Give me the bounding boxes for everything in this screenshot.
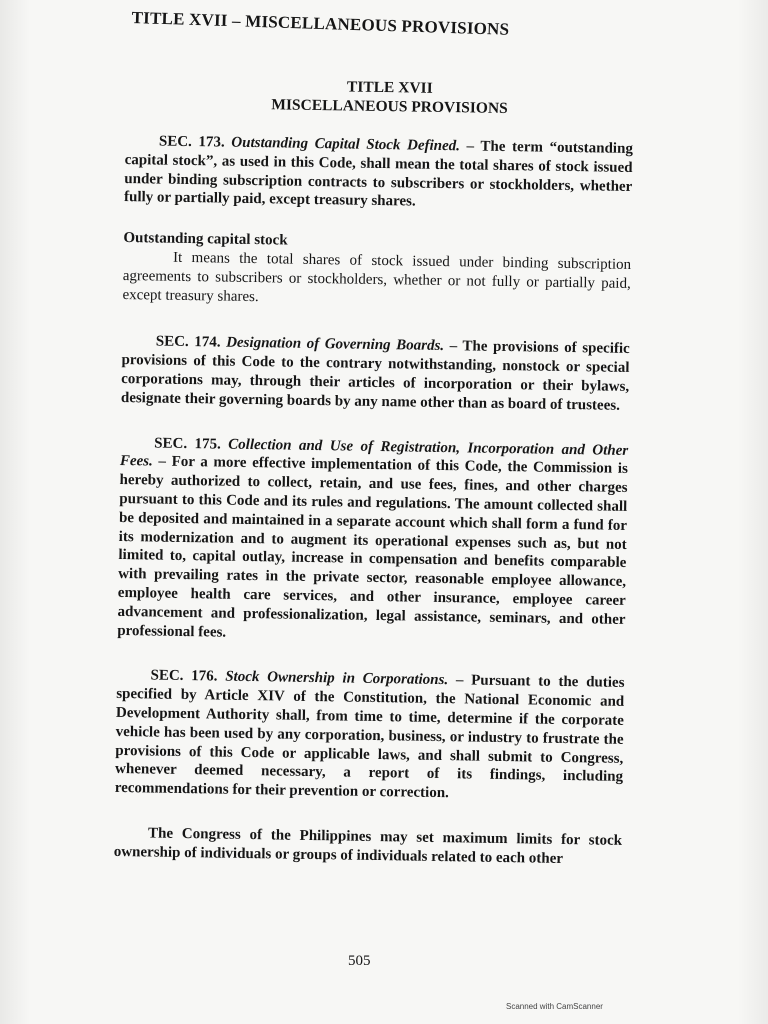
section-title: Designation of Governing Boards. [226, 334, 445, 355]
section-title: Outstanding Capital Stock Defined. [231, 134, 461, 155]
section-175 [117, 434, 628, 649]
definition-body: It means the total shares of stock issued under binding subscription agreements to subscribers or stockholders, whether or not fully or partially paid, except treasury shares. [122, 249, 632, 305]
section-number: SEC. 173. [158, 133, 225, 151]
section-title: Collection and Use of Registration, Incorporation and Other Fees. [119, 436, 629, 470]
section-number: SEC. 176. [150, 667, 218, 685]
section-body: – Pursuant to the duties specified by Article XIV of the Constitution, the National Economic and Development Authority shall, from time to time, determine if the corporate vehicle has been used by any corporation, business, or industry to frustrate the provisions of this Code or applicable laws, and shall submit to Congress, whenever deemed necessary, a report of its findings, including recommendations for their prevention or correction. [114, 672, 625, 802]
page-content [114, 74, 634, 869]
closing-paragraph: The Congress of the Philippines may set maximum limits for stock ownership of individuals or groups of individuals related to each other [113, 825, 623, 867]
page-edge-shadow-left [0, 0, 30, 1024]
section-173 [124, 132, 633, 215]
page-edge-shadow-right [738, 0, 768, 1024]
title-number: TITLE XVII [346, 78, 433, 97]
section-body: – The term “outstanding capital stock”, as used in this Code, shall mean the total shares of stock issued under binding subscription contracts to subscribers or stockholders, whether fully or partially paid, except treasury shares. [123, 138, 634, 210]
scanner-watermark: Scanned with CamScanner [506, 1002, 603, 1011]
page-number: 505 [348, 953, 371, 969]
section-number: SEC. 175. [154, 435, 221, 453]
definition-term: Outstanding capital stock [123, 230, 288, 249]
section-title: Stock Ownership in Corporations. [225, 668, 449, 689]
section-176 [115, 666, 625, 806]
title-block [145, 74, 634, 120]
section-body: – The provisions of specific provisions of this Code to the contrary notwithstanding, nonstock or special corporations may, through their articles of incorporation or their bylaws, designate their governing boards by any name other than as board of trustees. [120, 338, 630, 414]
section-body: – For a more effective implementation of this Code, the Commission is hereby authorized to collect, retain, and use fees, fines, and other charges pursuant to this Code and its rules and regulations. The amount collected shall be deposited and maintained in a separate account which shall form a fund for its modernization and to augment its operational expenses such as, but not limited to, capital outlay, increase in compensation and benefits comparable with prevailing rates in the private sector, reasonable employee allowance, employee health care services, and other insurance, employee career advancement and professionalization, legal assistance, seminars, and other professional fees. [117, 453, 628, 641]
running-header: TITLE XVII – MISCELLANEOUS PROVISIONS [131, 8, 510, 39]
section-number: SEC. 174. [155, 333, 221, 351]
section-174 [121, 332, 630, 415]
title-name: MISCELLANEOUS PROVISIONS [271, 96, 508, 117]
